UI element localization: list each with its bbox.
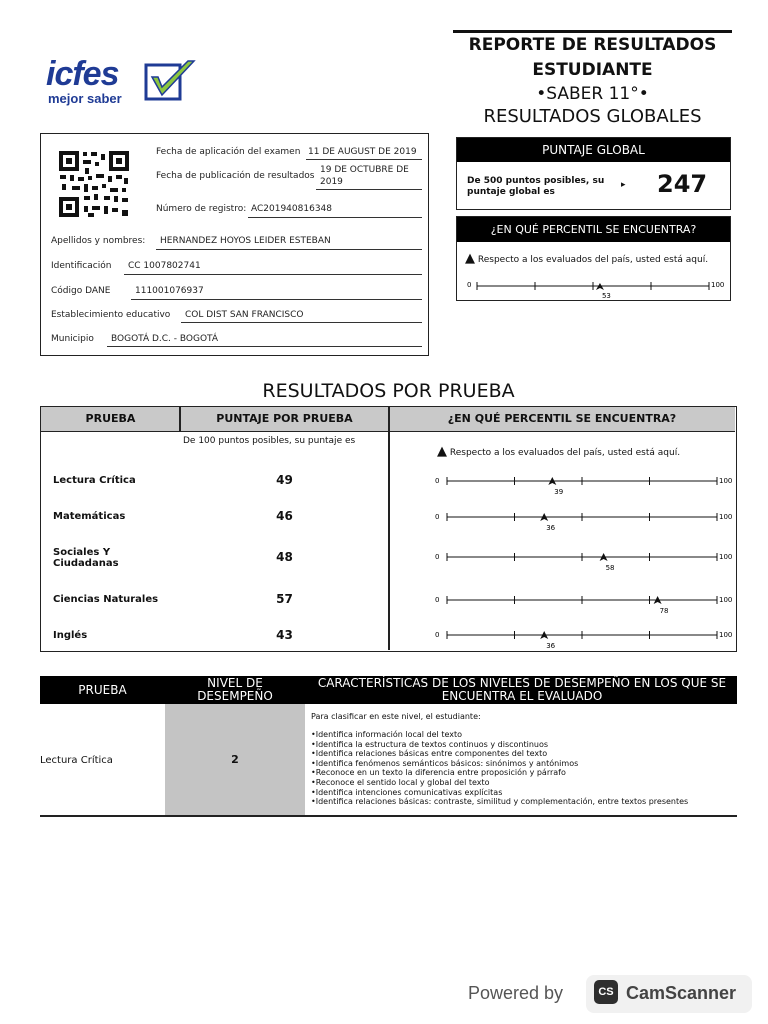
levels-col-caracteristicas-line2: ENCUENTRA EL EVALUADO — [441, 689, 603, 703]
scale-min-label: 0 — [435, 596, 440, 604]
global-score-header: PUNTAJE GLOBAL — [457, 138, 730, 162]
registro-value: AC201940816348 — [251, 204, 332, 214]
logo-subtitle: mejor saber — [48, 91, 122, 106]
row-name-line1: Ciencias Naturales — [53, 594, 159, 605]
levels-col-nivel-line1: NIVEL DE — [207, 676, 263, 690]
row-name — [53, 594, 158, 605]
location-arrow-icon: ▲ — [465, 251, 475, 266]
list-item: •Identifica la estructura de textos continuos y discontinuos — [311, 739, 549, 749]
scale-min-label: 0 — [435, 513, 440, 521]
divider — [179, 407, 181, 431]
icfes-logo — [44, 55, 214, 105]
list-item: •Identifica relaciones básicas: contraste, similitud y complementación, entre textos presentes — [311, 797, 689, 807]
levels-header-bar — [40, 676, 737, 704]
levels-col-prueba: PRUEBA — [78, 683, 127, 697]
nombre-value: HERNANDEZ HOYOS LEIDER ESTEBAN — [160, 236, 331, 246]
levels-prueba-name: Lectura Crítica — [40, 755, 113, 766]
report-exam-name: •SABER 11°• — [536, 84, 649, 104]
percentil-subheader-text: Respecto a los evaluados del país, usted está aquí. — [449, 448, 681, 458]
municipio-value: BOGOTÁ D.C. - BOGOTÁ — [111, 334, 218, 344]
nombre-label: Apellidos y nombres: — [51, 236, 146, 246]
fecha-aplicacion-label: Fecha de aplicación del examen — [156, 147, 301, 157]
camscanner-brand: CamScanner — [626, 983, 737, 1003]
underline — [306, 159, 422, 160]
global-percentile-note — [465, 251, 708, 266]
row-score: 46 — [276, 509, 293, 523]
row-name — [53, 547, 119, 569]
global-percentile-header: ¿EN QUÉ PERCENTIL SE ENCUENTRA? — [457, 217, 730, 242]
row-name-line1: Matemáticas — [53, 511, 126, 522]
percentile-scale-row — [435, 477, 732, 496]
percentile-scale-row — [435, 513, 732, 532]
list-item: •Identifica intenciones comunicativas explícitas — [311, 787, 503, 797]
underline — [181, 322, 422, 323]
header-rule — [453, 30, 732, 33]
row-score: 43 — [276, 628, 293, 642]
underline — [124, 274, 422, 275]
row-name — [53, 630, 87, 641]
percentile-value-label: 36 — [546, 642, 556, 650]
fecha-publicacion-value-2: 2019 — [320, 177, 343, 187]
report-title-line2: ESTUDIANTE — [532, 60, 653, 80]
levels-bottom-rule — [40, 815, 737, 817]
location-arrow-icon: ▲ — [437, 444, 447, 459]
underline — [248, 217, 422, 218]
percentile-value-label: 78 — [659, 607, 669, 615]
scale-max-label: 100 — [719, 631, 733, 639]
levels-col-caracteristicas — [307, 677, 737, 703]
list-item: •Reconoce el sentido local y global del texto — [311, 777, 490, 787]
row-name — [53, 511, 125, 522]
percentile-scales — [429, 407, 733, 650]
establecimiento-label: Establecimiento educativo — [51, 310, 171, 320]
camscanner-logo-icon: CS — [594, 980, 618, 1004]
row-name — [53, 475, 136, 486]
scale-max-label: 100 — [711, 281, 725, 289]
col-puntaje-header: PUNTAJE POR PRUEBA — [180, 407, 389, 432]
row-name-line1: Sociales Y — [53, 547, 111, 558]
percentile-scale-row — [435, 596, 732, 615]
fecha-aplicacion-value: 11 DE AUGUST DE 2019 — [308, 147, 417, 157]
percentile-value-label: 36 — [546, 524, 556, 532]
global-score-text: De 500 puntos posibles, su puntaje global es — [467, 176, 605, 197]
levels-col-nivel-line2: DESEMPEÑO — [197, 689, 273, 703]
report-section-global: RESULTADOS GLOBALES — [483, 106, 702, 127]
dane-label: Código DANE — [51, 286, 111, 296]
levels-nivel-value: 2 — [231, 753, 239, 766]
municipio-label: Municipio — [51, 334, 94, 344]
row-score: 57 — [276, 592, 293, 606]
powered-by-text: Powered by — [468, 983, 564, 1003]
establecimiento-value: COL DIST SAN FRANCISCO — [185, 310, 304, 320]
row-name-line1: Lectura Crítica — [53, 475, 136, 486]
scale-min-label: 0 — [435, 631, 440, 639]
scale-max-label: 100 — [719, 596, 733, 604]
fecha-publicacion-label: Fecha de publicación de resultados — [156, 171, 315, 181]
scale-max-label: 100 — [719, 513, 733, 521]
global-percentile-box — [456, 216, 731, 301]
percentile-value-label: 39 — [554, 488, 564, 496]
row-score: 48 — [276, 550, 293, 564]
arrow-right-icon: ▸ — [621, 180, 626, 190]
identificacion-label: Identificación — [51, 261, 112, 271]
global-score-value: 247 — [657, 170, 708, 198]
camscanner-badge — [586, 975, 752, 1013]
global-score-box — [456, 137, 731, 210]
percentile-value-label: 53 — [601, 292, 611, 300]
col-prueba-header: PRUEBA — [41, 407, 180, 432]
list-item: •Reconoce en un texto la diferencia entre proposición y párrafo — [311, 768, 566, 778]
divider — [388, 407, 390, 650]
row-name-line2: Ciudadanas — [53, 558, 119, 569]
levels-intro: Para clasificar en este nivel, el estudiante: — [311, 712, 481, 721]
percentile-scale-row — [435, 553, 732, 572]
fecha-publicacion-value-1: 19 DE OCTUBRE DE — [320, 165, 409, 175]
col-percentil-header: ¿EN QUÉ PERCENTIL SE ENCUENTRA? — [389, 407, 735, 432]
list-item: •Identifica información local del texto — [311, 730, 462, 739]
underline — [107, 346, 422, 347]
percentile-value-label: 58 — [605, 564, 615, 572]
scale-max-label: 100 — [719, 553, 733, 561]
row-name-line1: Inglés — [53, 630, 88, 641]
checkmark-logo-icon — [144, 59, 200, 103]
results-table — [40, 406, 737, 652]
row-score: 49 — [276, 473, 293, 487]
list-item: •Identifica fenómenos semánticos básicos: sinónimos y antónimos — [311, 758, 579, 768]
scale-max-label: 100 — [719, 477, 733, 485]
underline — [316, 189, 422, 190]
registro-label: Número de registro: — [156, 204, 247, 214]
results-by-test-title: RESULTADOS POR PRUEBA — [262, 380, 515, 402]
percentile-scale-row — [435, 631, 732, 650]
list-item: •Identifica relaciones básicas entre componentes del texto — [311, 749, 548, 759]
scale-min-label: 0 — [435, 553, 440, 561]
levels-col-nivel — [165, 677, 305, 703]
puntaje-subheader: De 100 puntos posibles, su puntaje es — [183, 436, 356, 446]
identificacion-value: CC 1007802741 — [128, 261, 201, 271]
qr-code-icon — [58, 150, 130, 218]
percentile-note-text: Respecto a los evaluados del país, usted está aquí. — [477, 255, 709, 265]
scale-min-label: 0 — [435, 477, 440, 485]
dane-value: 111001076937 — [135, 286, 204, 296]
underline — [156, 249, 422, 250]
logo-word: icfes — [46, 55, 119, 93]
report-title-line1: REPORTE DE RESULTADOS — [468, 35, 717, 55]
scale-min-label: 0 — [467, 281, 472, 289]
global-percentile-scale — [463, 275, 725, 301]
levels-col-caracteristicas-line1: CARACTERÍSTICAS DE LOS NIVELES DE DESEMPEÑO EN LOS QUE SE — [317, 676, 727, 690]
underline — [131, 299, 422, 300]
levels-characteristics-list — [311, 730, 688, 807]
